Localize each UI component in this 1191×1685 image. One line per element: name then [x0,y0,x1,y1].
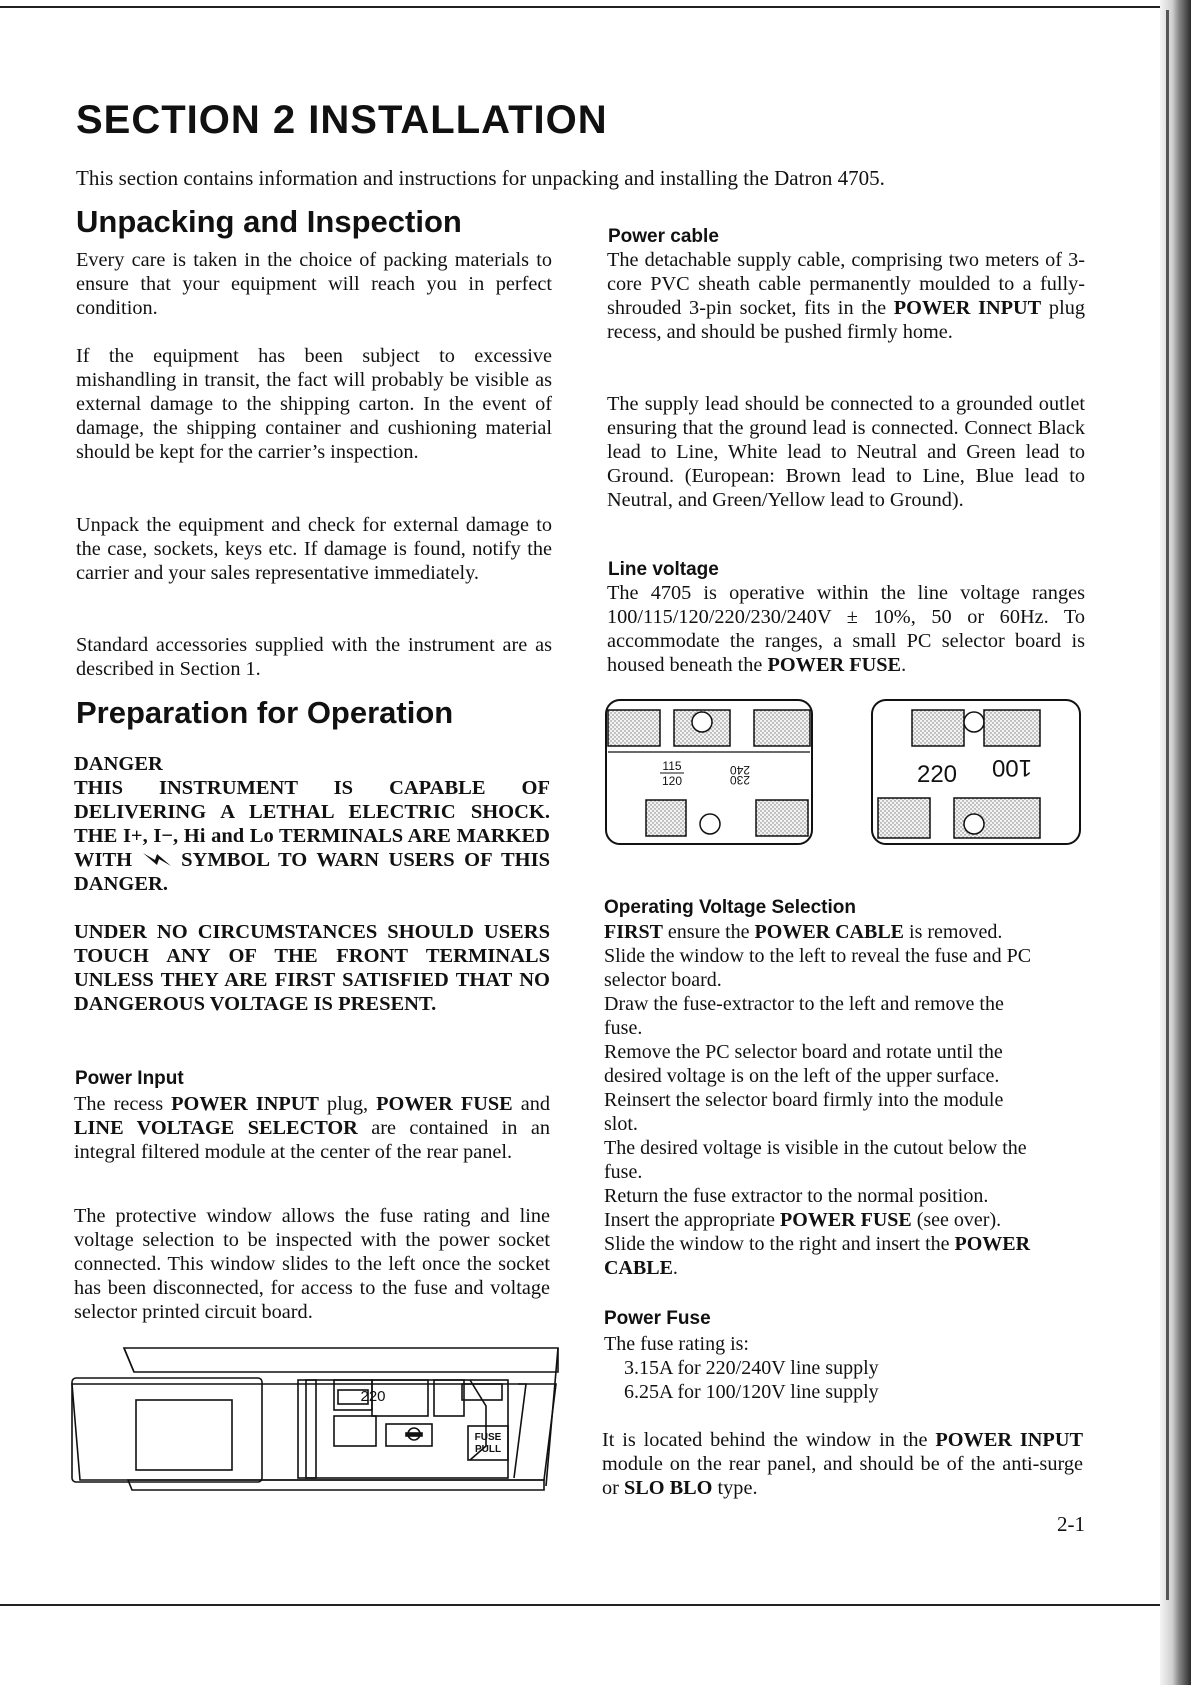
board-label-230-inverted: 230 [729,773,751,787]
section-intro: This section contains information and instructions for unpacking and installing the Datron 4705. [76,166,885,190]
bold-run: LINE VOLTAGE SELECTOR [74,1117,358,1139]
bold-run: POWER CABLE [754,921,905,943]
text-run: Insert the appropriate [604,1209,781,1231]
bottom-rule [0,1604,1160,1606]
text-run: type. [712,1477,758,1499]
bold-run: POWER [954,1233,1031,1255]
step-line [604,920,1094,944]
page-edge-shadow [1160,0,1191,1685]
line-voltage-paragraph [607,581,1085,677]
lightning-symbol-icon [142,850,172,868]
bold-run: SLO BLO [623,1477,713,1499]
text-run: Slide the window to the right and insert the [604,1233,955,1255]
text-run: It is located behind the window in the [602,1429,936,1451]
step-line: Remove the PC selector board and rotate until the [604,1041,1003,1063]
step-line: The desired voltage is visible in the cutout below the [604,1137,1027,1159]
step-line [604,1232,1094,1256]
step-line: desired voltage is on the left of the upper surface. [604,1065,1000,1087]
power-input-heading: Power Input [75,1068,184,1089]
power-cable-heading: Power cable [608,226,719,247]
step-line: Reinsert the selector board firmly into the module [604,1089,1004,1111]
step-line: fuse. [604,1161,643,1183]
text-run: The detachable supply cable, comprising two meters of 3-core PVC sheath cable permanently moulded to a fully-shrouded 3-pin socket, fits in the [607,249,1085,319]
line-voltage-heading: Line voltage [608,559,719,580]
operating-voltage-steps [604,920,1094,1280]
power-fuse-rating-block [604,1332,1094,1404]
text-run: The recess [74,1093,172,1115]
danger-label: DANGER [74,753,163,775]
text-run: . [901,654,907,676]
text-run: are contained in an integral filtered module at the center of the rear panel. [74,1117,550,1163]
module-voltage-label: 220 [360,1388,386,1405]
step-line: selector board. [604,969,722,991]
top-rule [0,6,1160,8]
board-label-220: 220 [916,761,958,788]
bold-run: FIRST [604,921,663,943]
step-line [604,1256,1094,1280]
section-title: SECTION 2 INSTALLATION [76,98,608,142]
text-run: module on the rear panel, and should be of the anti-surge or [602,1453,1083,1499]
power-cable-paragraph-1 [607,248,1085,344]
text-run: plug recess, and should be pushed firmly home. [607,297,1085,343]
text-run: The 4705 is operative within the line voltage ranges 100/115/120/220/230/240V ± 10%, 50 or 60Hz. To accommodate the ranges, a small PC selector board is housed beneath the [607,582,1085,676]
fuse-rating-line: 3.15A for 220/240V line supply [624,1357,879,1379]
board-label-120: 120 [661,774,683,788]
power-cable-paragraph-2: The supply lead should be connected to a grounded outlet ensuring that the ground lead is connected. Connect Black lead to Line, White lead to Neutral and Green lead to Ground. (European: Brown lead to Line, Blue lead to Neutral, and Green/Yellow lead to Ground). [607,393,1085,511]
text-run: and [512,1093,550,1115]
bold-run: POWER INPUT [935,1429,1083,1451]
selector-board-left [606,700,812,844]
fuse-label-line-2: PULL [474,1444,502,1455]
step-line: Return the fuse extractor to the normal position. [604,1185,989,1207]
power-fuse-paragraph [602,1428,1083,1500]
bold-run: CABLE [604,1257,673,1279]
board-label-240-inverted: 240 [729,763,751,777]
unpacking-paragraph-1: Every care is taken in the choice of packing materials to ensure that your equipment will reach you in perfect condition. [76,249,552,319]
step-line: slot. [604,1113,638,1135]
power-input-paragraph-1 [74,1092,550,1164]
bold-run: POWER FUSE [767,654,902,676]
unpacking-heading: Unpacking and Inspection [76,204,462,239]
page-edge-line [1166,10,1169,1600]
danger-text-after-symbol: SYMBOL TO WARN USERS OF THIS DANGER. [74,849,550,895]
bold-run: POWER INPUT [893,297,1042,319]
selector-board-right [872,700,1080,844]
board-label-100-inverted: 100 [991,754,1033,781]
danger-paragraph-1 [74,776,550,896]
board-label-115: 115 [662,759,682,773]
step-line: Slide the window to the left to reveal the fuse and PC [604,945,1032,967]
step-line: fuse. [604,1017,643,1039]
text-run: ensure the [662,921,755,943]
danger-text-before-symbol: THIS INSTRUMENT IS CAPABLE OF DELIVERING A LETHAL ELECTRIC SHOCK. THE I+, I−, Hi and Lo TERMINALS ARE MARKED WITH [74,777,550,871]
fuse-rating-intro: The fuse rating is: [604,1333,749,1355]
unpacking-paragraph-2: If the equipment has been subject to excessive mishandling in transit, the fact will probably be visible as external damage to the shipping carton. In the event of damage, the shipping container and cushioning material should be kept for the carrier’s inspection. [76,345,552,463]
step-line: Draw the fuse-extractor to the left and remove the [604,993,1004,1015]
power-input-paragraph-2: The protective window allows the fuse rating and line voltage selection to be inspected with the power socket connected. This window slides to the left once the socket has been disconnected, for access to the fuse and voltage selector printed circuit board. [74,1205,550,1323]
unpacking-paragraph-3: Unpack the equipment and check for external damage to the case, sockets, keys etc. If damage is found, notify the carrier and your sales representative immediately. [76,514,552,584]
bold-run: POWER FUSE [376,1093,513,1115]
unpacking-paragraph-4: Standard accessories supplied with the instrument are as described in Section 1. [76,634,552,680]
step-line [604,1208,1094,1232]
text-run: plug, [318,1093,377,1115]
selector-board-figure [602,696,1092,856]
text-run: . [672,1257,678,1279]
bold-run: POWER INPUT [171,1093,319,1115]
operating-voltage-heading: Operating Voltage Selection [604,897,856,918]
fuse-label-line-1: FUSE [474,1432,502,1443]
text-run: is removed. [904,921,1003,943]
danger-paragraph-2: UNDER NO CIRCUMSTANCES SHOULD USERS TOUCH ANY OF THE FRONT TERMINALS UNLESS THEY ARE FIRST SATISFIED THAT NO DANGEROUS VOLTAGE IS PRESENT. [74,921,550,1015]
fuse-rating-line: 6.25A for 100/120V line supply [624,1381,879,1403]
power-input-module-figure [66,1340,566,1500]
text-run: (see over). [911,1209,1002,1231]
preparation-heading: Preparation for Operation [76,695,454,730]
bold-run: POWER FUSE [780,1209,912,1231]
power-fuse-heading: Power Fuse [604,1308,711,1329]
page-number: 2-1 [1057,1512,1085,1536]
